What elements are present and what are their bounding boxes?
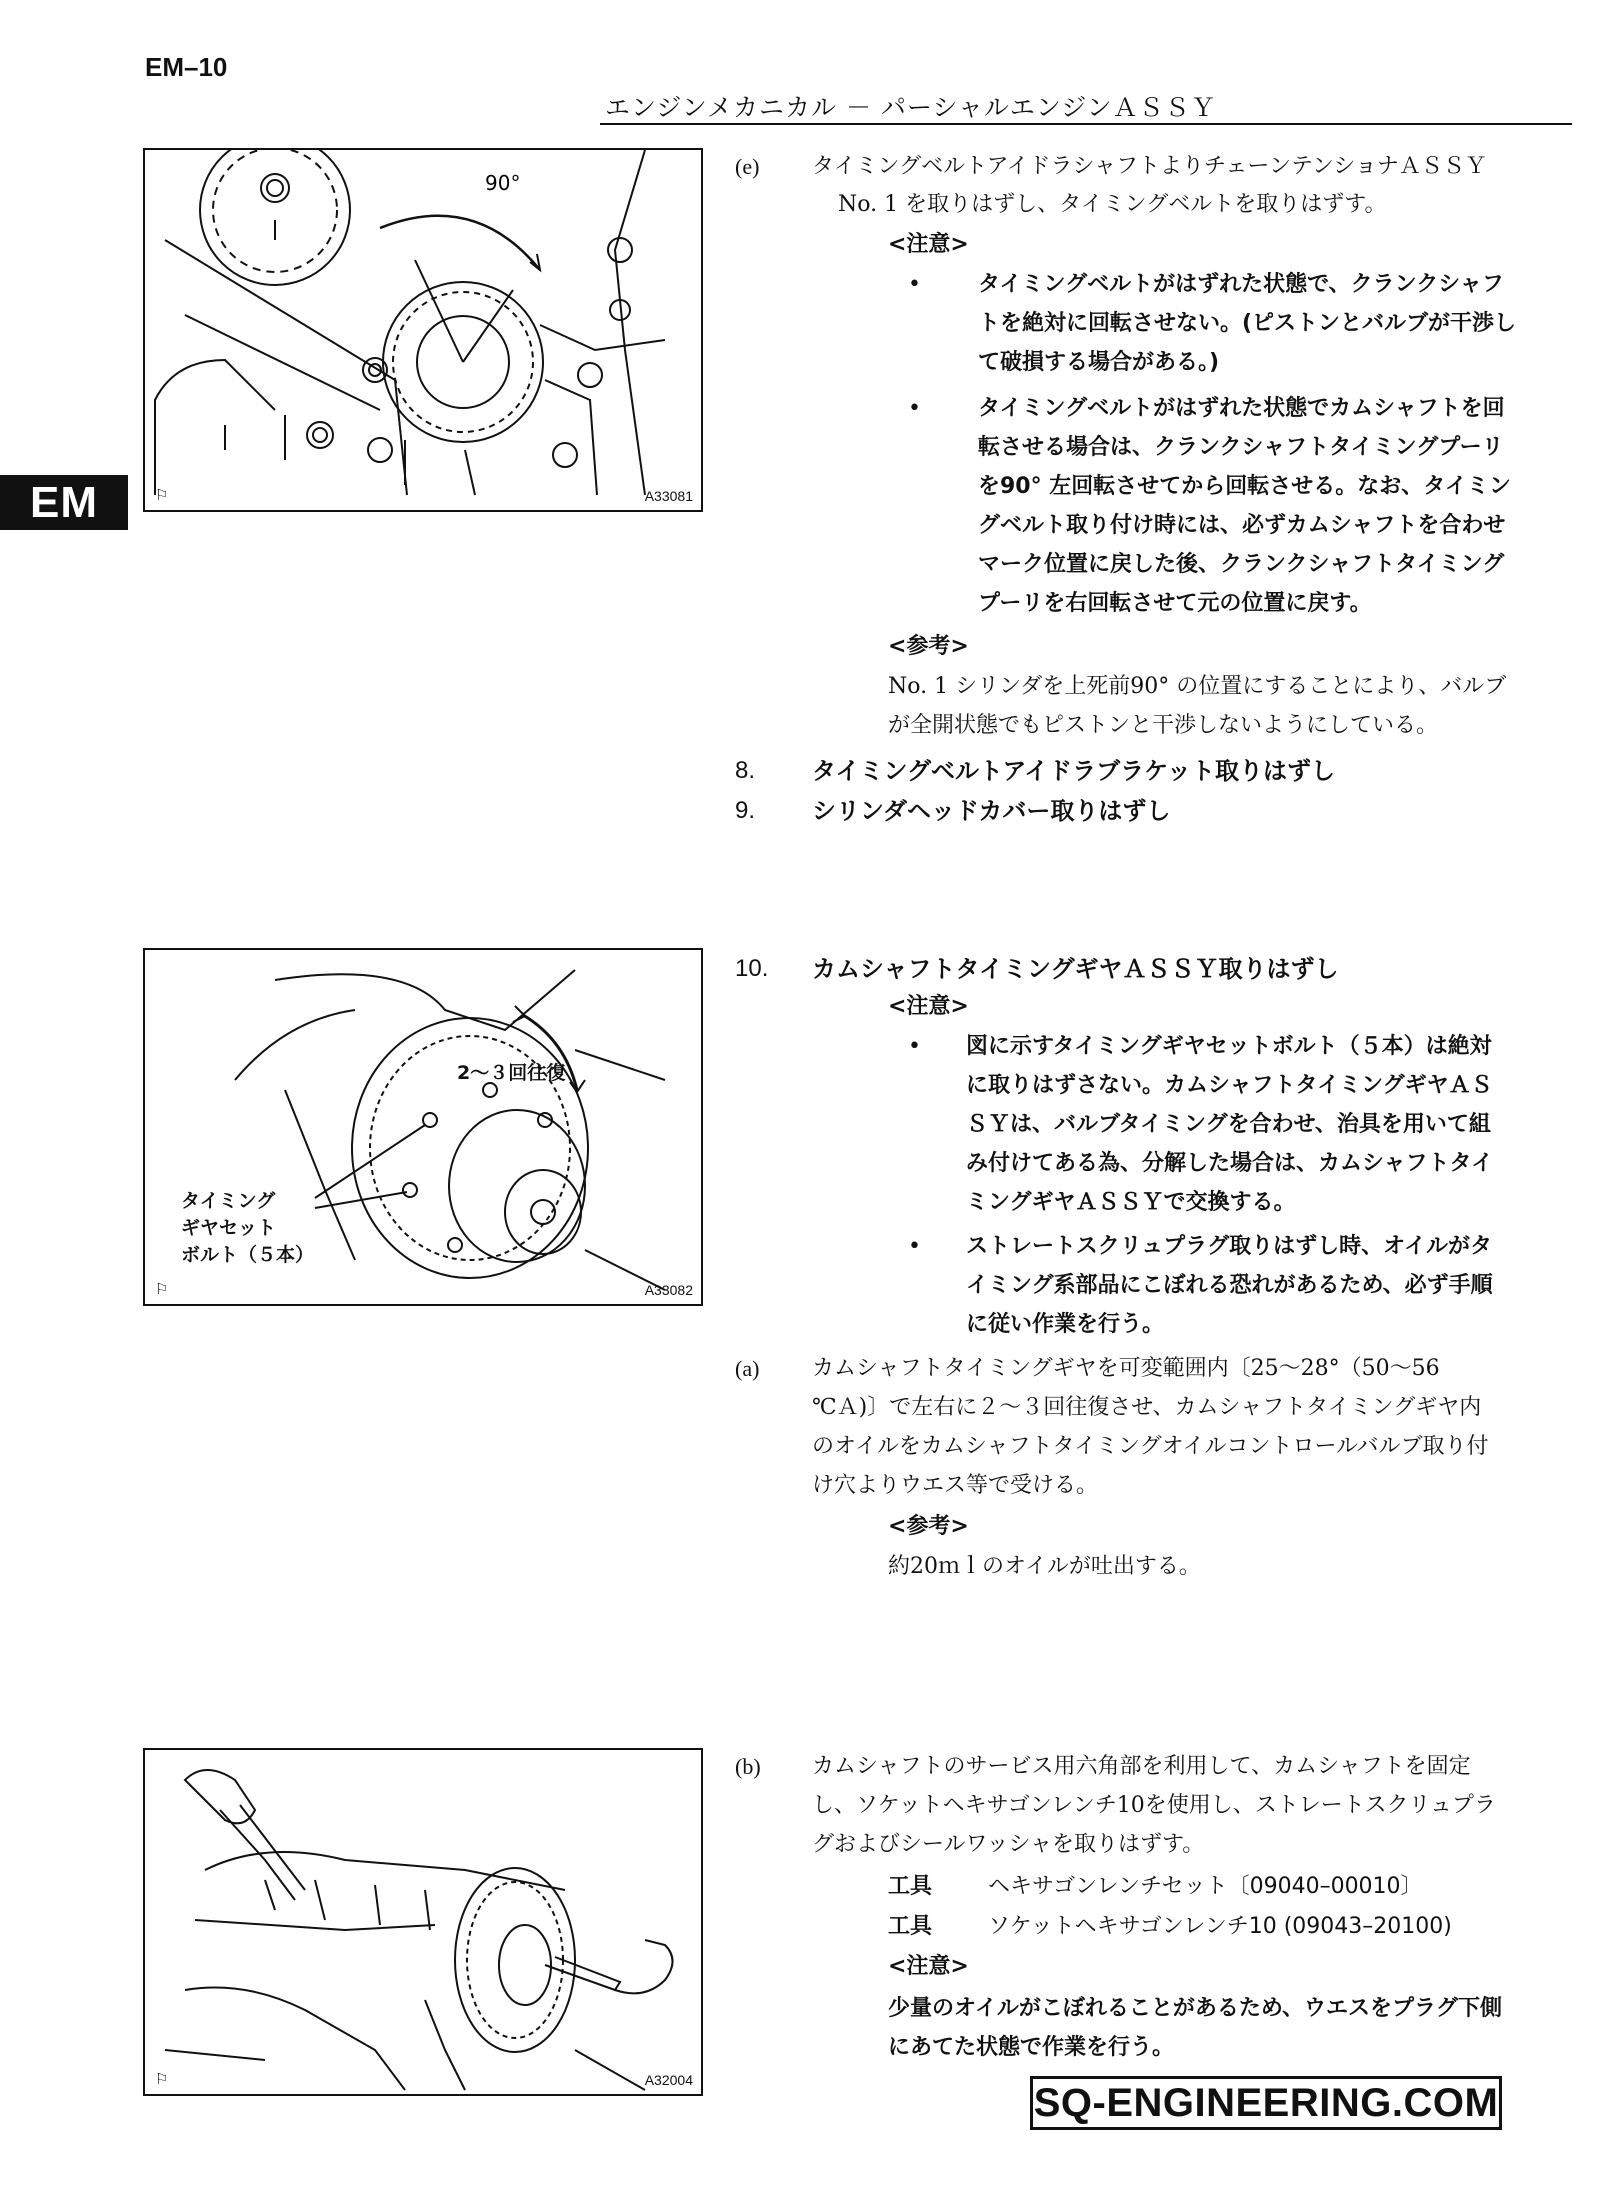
tool-label: 工具	[888, 1914, 933, 1939]
item-e-line: No. 1 を取りはずし、タイミングベルトを取りはずす。	[838, 192, 1387, 217]
step-8-title: タイミングベルトアイドラブラケット取りはずし	[812, 757, 1335, 785]
item-e-bullet-line: マーク位置に戻した後、クランクシャフトタイミング	[978, 552, 1505, 577]
item-e-reference-line: No. 1 シリンダを上死前90° の位置にすることにより、バルブ	[888, 674, 1507, 699]
item-e-reference-label: <参考>	[888, 634, 969, 659]
item-a-line: カムシャフトタイミングギヤを可変範囲内〔25～28°（50～56	[812, 1356, 1440, 1381]
tool-text: ヘキサゴンレンチセット〔09040–00010〕	[988, 1874, 1423, 1899]
item-b-line: カムシャフトのサービス用六角部を利用して、カムシャフトを固定	[812, 1754, 1471, 1779]
angle-label: 90°	[485, 171, 521, 195]
step-10-bullet-line: み付けてある為、分解した場合は、カムシャフトタイ	[966, 1151, 1494, 1176]
plug-removal-drawing	[145, 1750, 701, 2094]
item-e-line: タイミングベルトアイドラシャフトよりチェーンテンショナＡＳＳＹ	[812, 154, 1487, 179]
header-rule	[600, 123, 1572, 125]
item-e-bullet-line: 転させる場合は、クランクシャフトタイミングプーリ	[978, 435, 1504, 460]
item-a-marker: (a)	[735, 1356, 760, 1381]
item-a-reference-label: <参考>	[888, 1514, 969, 1539]
figure-id: A33082	[644, 1282, 693, 1298]
step-10-bullet-line: ＳＹは、バルブタイミングを合わせ、治具を用いて組	[966, 1112, 1491, 1137]
step-10-bullet-line: ストレートスクリュプラグ取りはずし時、オイルがタ	[966, 1234, 1493, 1259]
step-9-title: シリンダヘッドカバー取りはずし	[812, 797, 1171, 825]
item-e-reference-line: が全開状態でもピストンと干渉しないようにしている。	[888, 713, 1439, 738]
item-e-bullet-line: タイミングベルトがはずれた状態で、クランクシャフ	[978, 272, 1504, 297]
step-10-caution-label: <注意>	[888, 994, 969, 1019]
section-side-tab: EM	[0, 475, 128, 530]
item-a-line: ℃Ａ)〕で左右に２～３回往復させ、カムシャフトタイミングギヤ内	[812, 1395, 1482, 1420]
item-e-bullet-line: て破損する場合がある。)	[978, 350, 1220, 375]
step-10-bullet-line: に従い作業を行う。	[966, 1312, 1165, 1337]
page-code: EM–10	[145, 52, 228, 82]
item-e-marker: (e)	[735, 154, 760, 179]
step-10-bullet-line: ミングギヤＡＳＳＹで交換する。	[966, 1190, 1296, 1215]
item-a-line: け穴よりウエス等で受ける。	[812, 1473, 1099, 1498]
step-10-bullet-line: 図に示すタイミングギヤセットボルト（５本）は絶対	[966, 1034, 1492, 1059]
motion-label: 2～３回往復	[457, 1062, 566, 1084]
item-e-bullet-line: グベルト取り付け時には、必ずカムシャフトを合わせ	[978, 513, 1506, 538]
figure-timing-pulley	[143, 148, 703, 512]
item-b-caution-label: <注意>	[888, 1954, 969, 1979]
item-e-caution-label: <注意>	[888, 232, 969, 257]
figure-id: A32004	[644, 2072, 693, 2088]
section-title: エンジンメカニカル － パーシャルエンジンＡＳＳＹ	[605, 93, 1217, 122]
figure-id: A33081	[644, 488, 693, 504]
figure-mark-icon: ⚐	[155, 2070, 169, 2088]
bullet-icon: •	[908, 272, 921, 297]
bullet-icon: •	[908, 1234, 921, 1259]
figure-mark-icon: ⚐	[155, 486, 169, 504]
item-e-bullet-line: タイミングベルトがはずれた状態でカムシャフトを回	[978, 396, 1505, 421]
step-10-title: カムシャフトタイミングギヤＡＳＳＹ取りはずし	[812, 955, 1339, 983]
tool-label: 工具	[888, 1874, 933, 1899]
bolt-label: タイミング ギヤセット ボルト（５本）	[181, 1190, 315, 1266]
timing-pulley-drawing	[145, 150, 701, 510]
step-10-number: 10.	[735, 955, 769, 982]
item-b-line: し、ソケットヘキサゴンレンチ10を使用し、ストレートスクリュプラ	[812, 1793, 1496, 1818]
bullet-icon: •	[908, 396, 921, 421]
item-b-caution-line: にあてた状態で作業を行う。	[888, 2035, 1175, 2060]
item-e-bullet-line: を90° 左回転させてから回転させる。なお、タイミン	[978, 474, 1511, 499]
figure-camshaft-gear	[143, 948, 703, 1306]
item-e-bullet-line: プーリを右回転させて元の位置に戻す。	[978, 591, 1372, 616]
step-8-number: 8.	[735, 757, 756, 784]
step-10-bullet-line: に取りはずさない。カムシャフトタイミングギヤＡＳ	[966, 1073, 1493, 1098]
item-a-line: のオイルをカムシャフトタイミングオイルコントロールバルブ取り付	[812, 1434, 1489, 1459]
figure-mark-icon: ⚐	[155, 1280, 169, 1298]
step-9-number: 9.	[735, 797, 756, 824]
item-b-marker: (b)	[735, 1754, 761, 1779]
tool-text: ソケットヘキサゴンレンチ10 (09043–20100)	[988, 1914, 1452, 1939]
item-a-reference-line: 約20ｍｌのオイルが吐出する。	[888, 1554, 1201, 1579]
bullet-icon: •	[908, 1034, 921, 1059]
item-b-caution-line: 少量のオイルがこぼれることがあるため、ウエスをプラグ下側	[888, 1996, 1503, 2021]
item-b-line: グおよびシールワッシャを取りはずす。	[812, 1832, 1205, 1857]
step-10-bullet-line: イミング系部品にこぼれる恐れがあるため、必ず手順	[966, 1273, 1493, 1298]
figure-plug-removal	[143, 1748, 703, 2096]
site-watermark: SQ-ENGINEERING.COM	[1030, 2076, 1502, 2130]
item-e-bullet-line: トを絶対に回転させない。(ピストンとバルブが干渉し	[978, 311, 1517, 336]
